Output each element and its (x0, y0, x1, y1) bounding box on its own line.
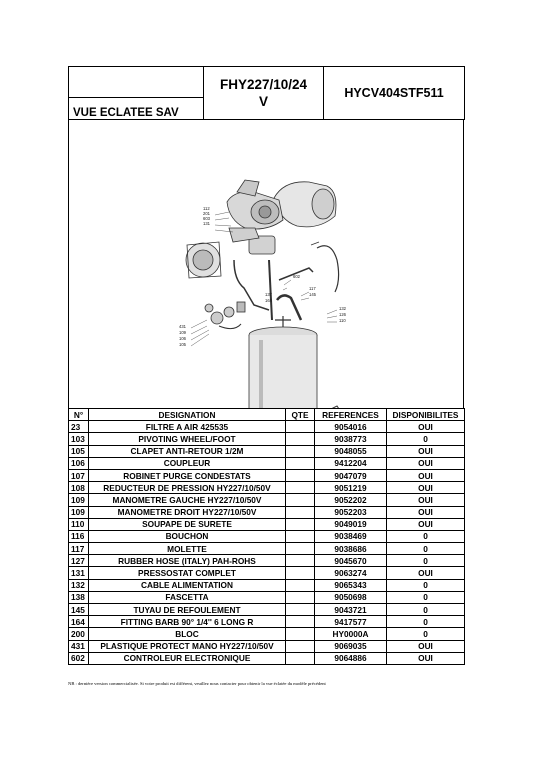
designation-cell: PIVOTING WHEEL/FOOT (89, 433, 286, 445)
designation-cell: REDUCTEUR DE PRESSION HY227/10/50V (89, 482, 286, 494)
quantity-cell (286, 445, 315, 457)
part-number-cell: 23 (69, 421, 89, 433)
quantity-cell (286, 567, 315, 579)
table-row (69, 591, 465, 603)
availability-cell: 0 (387, 616, 465, 628)
reference-cell: 9050698 (315, 591, 387, 603)
reference-cell: 9043721 (315, 604, 387, 616)
reference-cell: 9064886 (315, 652, 387, 664)
quantity-cell (286, 482, 315, 494)
table-row (69, 433, 465, 445)
col-number-header: N° (69, 409, 89, 421)
part-number-cell: 109 (69, 494, 89, 506)
designation-cell: FASCETTA (89, 591, 286, 603)
reference-cell: 9049019 (315, 518, 387, 530)
quantity-cell (286, 457, 315, 469)
availability-cell: 0 (387, 604, 465, 616)
reference-cell: 9038686 (315, 543, 387, 555)
designation-cell: MANOMETRE GAUCHE HY227/10/50V (89, 494, 286, 506)
designation-cell: CONTROLEUR ELECTRONIQUE (89, 652, 286, 664)
designation-cell: MANOMETRE DROIT HY227/10/50V (89, 506, 286, 518)
table-row (69, 579, 465, 591)
table-row (69, 604, 465, 616)
table-row (69, 543, 465, 555)
reference-cell: 9052202 (315, 494, 387, 506)
table-row (69, 640, 465, 652)
part-number-cell: 131 (69, 567, 89, 579)
availability-cell: 0 (387, 555, 465, 567)
reference-cell: 9048055 (315, 445, 387, 457)
table-row (69, 494, 465, 506)
reference-cell: 9038469 (315, 530, 387, 542)
table-row (69, 567, 465, 579)
table-row (69, 530, 465, 542)
svg-text:131: 131 (203, 221, 210, 226)
designation-cell: FILTRE A AIR 425535 (89, 421, 286, 433)
designation-cell: MOLETTE (89, 543, 286, 555)
quantity-cell (286, 604, 315, 616)
availability-cell: OUI (387, 518, 465, 530)
quantity-cell (286, 652, 315, 664)
designation-cell: CLAPET ANTI-RETOUR 1/2M (89, 445, 286, 457)
reference-cell: 9051219 (315, 482, 387, 494)
part-number-cell: 431 (69, 640, 89, 652)
availability-cell: OUI (387, 482, 465, 494)
availability-cell: 0 (387, 543, 465, 555)
designation-cell: COUPLEUR (89, 457, 286, 469)
part-number-cell: 107 (69, 469, 89, 481)
designation-cell: CABLE ALIMENTATION (89, 579, 286, 591)
table-row (69, 506, 465, 518)
designation-cell: TUYAU DE REFOULEMENT (89, 604, 286, 616)
svg-text:132: 132 (339, 306, 346, 311)
designation-cell: BOUCHON (89, 530, 286, 542)
svg-text:431: 431 (179, 324, 186, 329)
designation-cell: RUBBER HOSE (ITALY) PAH-ROHS (89, 555, 286, 567)
part-number-cell: 109 (69, 506, 89, 518)
quantity-cell (286, 591, 315, 603)
parts-table-header (69, 409, 465, 421)
availability-cell: 0 (387, 579, 465, 591)
table-row (69, 457, 465, 469)
svg-text:164: 164 (265, 298, 272, 303)
model-line-1: FHY227/10/24 (219, 77, 308, 92)
availability-cell: OUI (387, 506, 465, 518)
quantity-cell (286, 543, 315, 555)
designation-cell: PLASTIQUE PROTECT MANO HY227/10/50V (89, 640, 286, 652)
part-number-cell: 103 (69, 433, 89, 445)
col-reference-header: REFERENCES (315, 409, 387, 421)
table-row (69, 421, 465, 433)
table-row (69, 482, 465, 494)
part-number-cell: 106 (69, 457, 89, 469)
reference-cell: 9069035 (315, 640, 387, 652)
part-number-cell: 105 (69, 445, 89, 457)
quantity-cell (286, 506, 315, 518)
part-number-cell: 138 (69, 591, 89, 603)
header-blank-cell (69, 67, 204, 98)
part-number-cell: 602 (69, 652, 89, 664)
availability-cell: OUI (387, 494, 465, 506)
quantity-cell (286, 433, 315, 445)
svg-text:110: 110 (339, 318, 346, 323)
quantity-cell (286, 628, 315, 640)
reference-code: HYCV404STF511 (324, 67, 465, 120)
reference-cell: HY0000A (315, 628, 387, 640)
reference-cell: 9063274 (315, 567, 387, 579)
table-row (69, 616, 465, 628)
quantity-cell (286, 616, 315, 628)
availability-cell: OUI (387, 457, 465, 469)
reference-cell: 9417577 (315, 616, 387, 628)
footnote: NB : dernière version commercialisée. Si votre produit est différent, veuillez nous contacter pour obtenir la vue éclatée du modèle précédent (68, 681, 326, 686)
availability-cell: 0 (387, 628, 465, 640)
svg-text:105: 105 (179, 342, 186, 347)
part-number-cell: 164 (69, 616, 89, 628)
availability-cell: 0 (387, 433, 465, 445)
part-number-cell: 110 (69, 518, 89, 530)
designation-cell: FITTING BARB 90° 1/4'' 6 LONG R (89, 616, 286, 628)
svg-text:109: 109 (179, 330, 186, 335)
table-row (69, 445, 465, 457)
callout-label: 112 (203, 206, 210, 211)
quantity-cell (286, 518, 315, 530)
part-number-cell: 200 (69, 628, 89, 640)
compressor-exploded-view (69, 120, 463, 408)
designation-cell: BLOC (89, 628, 286, 640)
exploded-view-diagram (68, 120, 464, 408)
designation-cell: ROBINET PURGE CONDESTATS (89, 469, 286, 481)
quantity-cell (286, 421, 315, 433)
table-row (69, 518, 465, 530)
availability-cell: OUI (387, 445, 465, 457)
designation-cell: SOUPAPE DE SURETE (89, 518, 286, 530)
availability-cell: OUI (387, 640, 465, 652)
parts-table-body (69, 421, 465, 665)
reference-cell: 9054016 (315, 421, 387, 433)
availability-cell: OUI (387, 567, 465, 579)
part-number-cell: 132 (69, 579, 89, 591)
quantity-cell (286, 494, 315, 506)
reference-cell: 9412204 (315, 457, 387, 469)
reference-cell: 9038773 (315, 433, 387, 445)
reference-cell: 9052203 (315, 506, 387, 518)
model-line-2: V (258, 94, 268, 109)
quantity-cell (286, 579, 315, 591)
part-number-cell: 117 (69, 543, 89, 555)
page-title: VUE ECLATEE SAV (69, 98, 204, 120)
fan-shroud-shape (312, 189, 334, 219)
quantity-cell (286, 640, 315, 652)
table-row (69, 469, 465, 481)
reference-cell: 9065343 (315, 579, 387, 591)
part-number-cell: 116 (69, 530, 89, 542)
model-cell (204, 67, 324, 120)
parts-sheet (68, 66, 464, 665)
part-number-cell: 127 (69, 555, 89, 567)
parts-table (68, 408, 465, 665)
col-availability-header: DISPONIBILITES (387, 409, 465, 421)
availability-cell: 0 (387, 530, 465, 542)
svg-text:145: 145 (309, 292, 316, 297)
svg-text:137: 137 (265, 292, 272, 297)
availability-cell: OUI (387, 421, 465, 433)
table-row (69, 555, 465, 567)
header-table (68, 66, 465, 120)
availability-cell: OUI (387, 652, 465, 664)
designation-cell: PRESSOSTAT COMPLET (89, 567, 286, 579)
reference-cell: 9047079 (315, 469, 387, 481)
svg-text:126: 126 (339, 312, 346, 317)
svg-text:603: 603 (203, 216, 210, 221)
part-number-cell: 145 (69, 604, 89, 616)
quantity-cell (286, 555, 315, 567)
reference-cell: 9045670 (315, 555, 387, 567)
svg-text:201: 201 (203, 211, 210, 216)
svg-text:117: 117 (309, 286, 316, 291)
availability-cell: 0 (387, 591, 465, 603)
table-row (69, 628, 465, 640)
svg-text:106: 106 (179, 336, 186, 341)
quantity-cell (286, 469, 315, 481)
part-number-cell: 108 (69, 482, 89, 494)
table-row (69, 652, 465, 664)
col-designation-header: DESIGNATION (89, 409, 286, 421)
availability-cell: OUI (387, 469, 465, 481)
quantity-cell (286, 530, 315, 542)
col-qty-header: QTE (286, 409, 315, 421)
svg-text:602: 602 (293, 274, 300, 279)
